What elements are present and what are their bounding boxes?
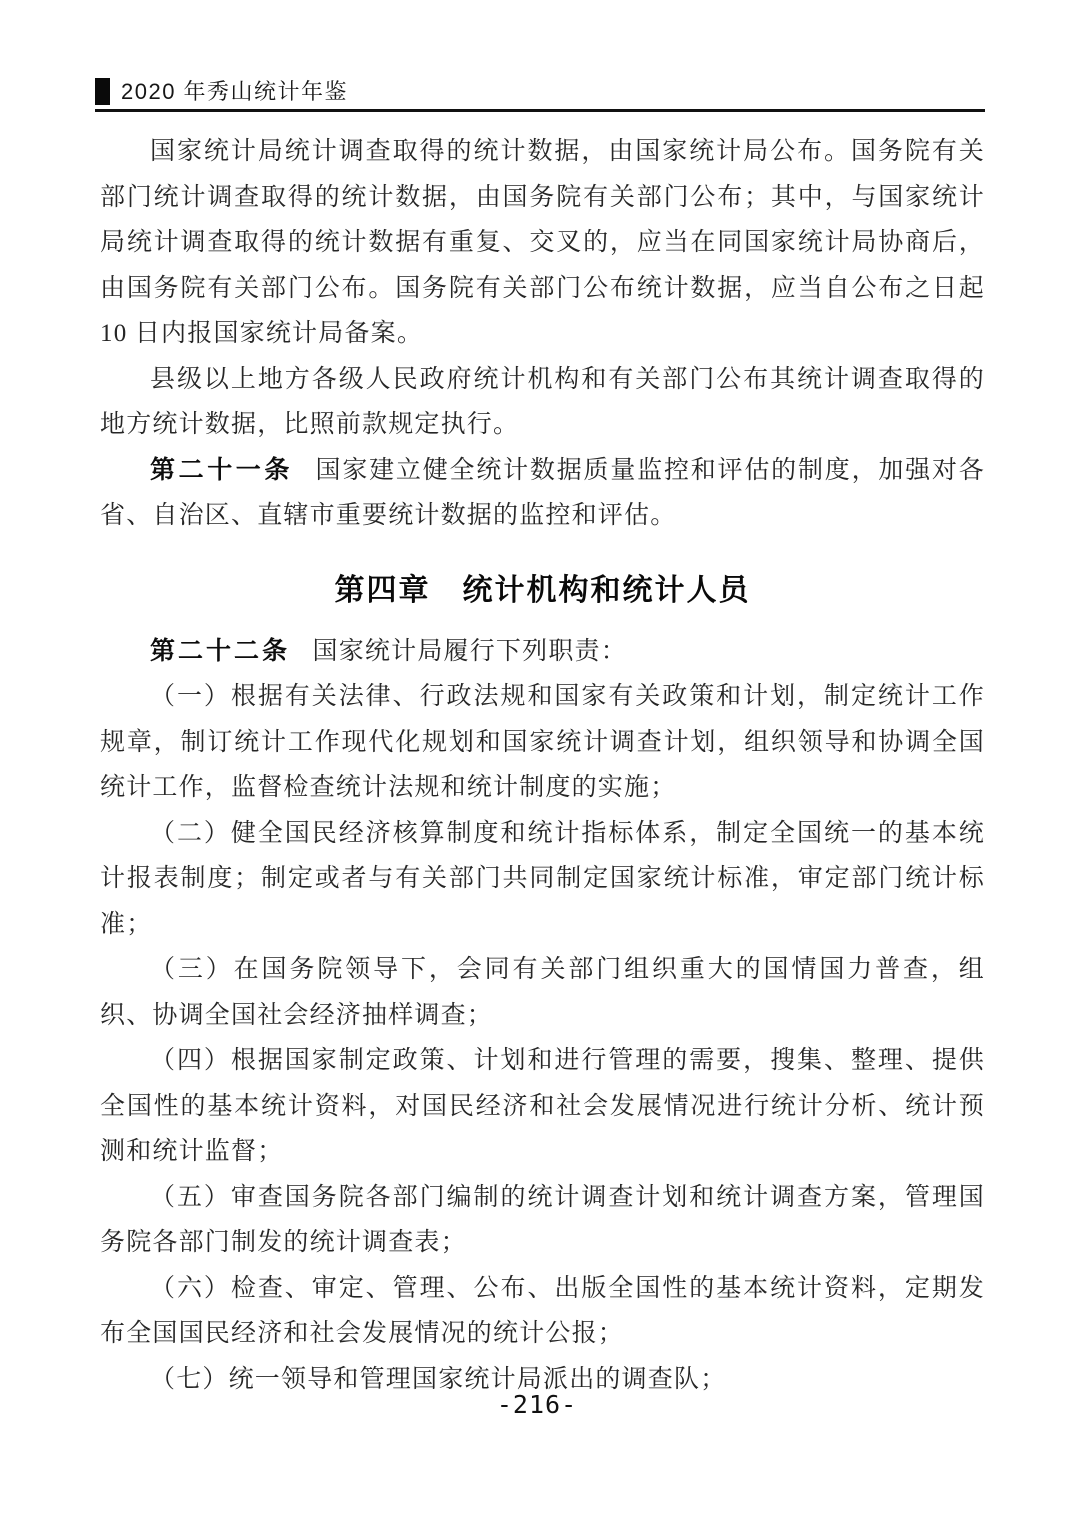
page-header: [95, 78, 985, 112]
header-title: 2020 年秀山统计年鉴: [121, 79, 349, 104]
paragraph: [100, 629, 985, 675]
article-number-label: 第二十二条: [150, 637, 291, 665]
paragraph: 县级以上地方各级人民政府统计机构和有关部门公布其统计调查取得的地方统计数据，比照前款规定执行。: [100, 365, 985, 438]
article-number-label: 第二十一条: [150, 456, 294, 484]
paragraph: （七）统一领导和管理国家统计局派出的调查队；: [150, 1365, 727, 1393]
header-square-icon: [95, 78, 110, 105]
document-body: [100, 129, 985, 1402]
chapter-heading: 第四章 统计机构和统计人员: [334, 573, 751, 607]
paragraph-text: 国家统计局履行下列职责：: [312, 637, 627, 665]
paragraph: （五）审查国务院各部门编制的统计调查计划和统计调查方案，管理国务院各部门制发的统计调查表；: [100, 1183, 985, 1256]
page-number: -216-: [496, 1390, 578, 1419]
paragraph: （二）健全国民经济核算制度和统计指标体系，制定全国统一的基本统计报表制度；制定或者与有关部门共同制定国家统计标准，审定部门统计标准；: [100, 819, 985, 938]
paragraph: （一）根据有关法律、行政法规和国家有关政策和计划，制定统计工作规章，制订统计工作现代化规划和国家统计调查计划，组织领导和协调全国统计工作，监督检查统计法规和统计制度的实施；: [100, 683, 985, 801]
paragraph: 国家统计局统计调查取得的统计数据，由国家统计局公布。国务院有关部门统计调查取得的统计数据，由国务院有关部门公布；其中，与国家统计局统计调查取得的统计数据有重复、交叉的，应当在同国家统计局协商后，由国务院有关部门公布。国务院有关部门公布统计数据，应当自公布之日起 10 日内报国家统计局备案。: [100, 138, 985, 347]
paragraph: [100, 448, 985, 539]
paragraph: （三）在国务院领导下，会同有关部门组织重大的国情国力普查，组织、协调全国社会经济抽样调查；: [100, 956, 985, 1029]
page-footer: [0, 1390, 1074, 1419]
paragraph-text: 国家建立健全统计数据质量监控和评估的制度，加强对各省、自治区、直辖市重要统计数据的监控和评估。: [100, 456, 985, 529]
paragraph: （六）检查、审定、管理、公布、出版全国性的基本统计资料，定期发布全国国民经济和社会发展情况的统计公报；: [100, 1274, 985, 1347]
paragraph: （四）根据国家制定政策、计划和进行管理的需要，搜集、整理、提供全国性的基本统计资料，对国民经济和社会发展情况进行统计分析、统计预测和统计监督；: [100, 1047, 985, 1165]
